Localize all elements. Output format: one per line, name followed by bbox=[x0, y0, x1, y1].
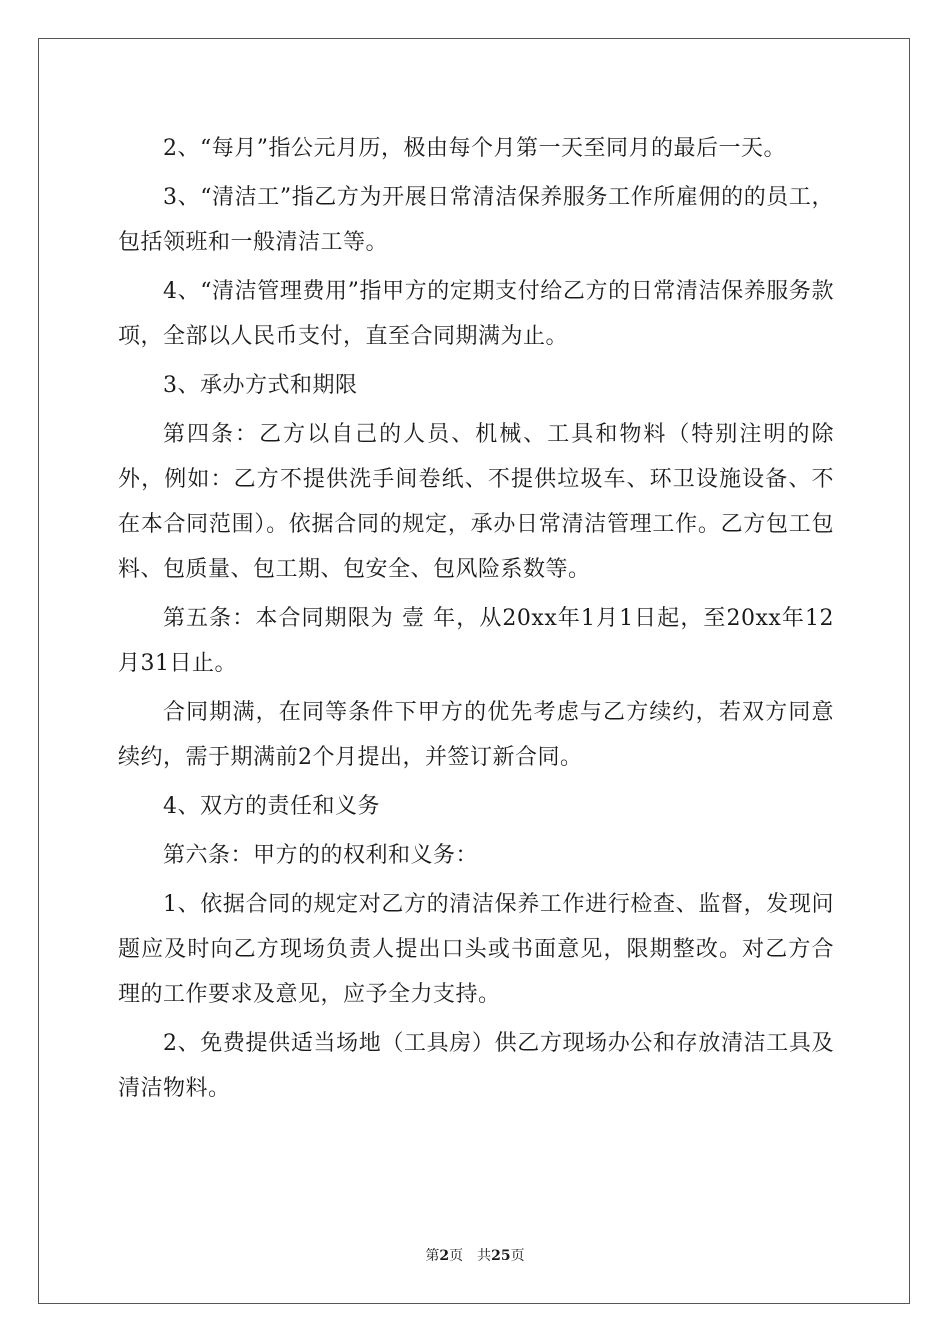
section-heading-4: 4、双方的责任和义务 bbox=[163, 794, 380, 819]
page-total: 25 bbox=[491, 1248, 511, 1264]
page-current: 2 bbox=[439, 1248, 450, 1264]
article-5: 第五条：本合同期限为 壹 年，从20xx年1月1日起，至20xx年12月31日止。 bbox=[118, 606, 834, 676]
document-body bbox=[118, 126, 834, 1111]
page-footer bbox=[0, 1246, 950, 1266]
section-heading-3: 3、承办方式和期限 bbox=[163, 373, 358, 398]
page-suffix: 页 bbox=[449, 1248, 464, 1264]
total-prefix: 共 bbox=[477, 1248, 492, 1264]
article-6-item-2: 2、免费提供适当场地（工具房）供乙方现场办公和存放清洁工具及清洁物料。 bbox=[118, 1031, 834, 1101]
total-suffix: 页 bbox=[510, 1248, 525, 1264]
article-6-item-1: 1、依据合同的规定对乙方的清洁保养工作进行检查、监督，发现问题应及时向乙方现场负责人提出口头或书面意见，限期整改。对乙方合理的工作要求及意见，应予全力支持。 bbox=[118, 892, 834, 1007]
paragraph-1: 2、“每月”指公元月历，极由每个月第一天至同月的最后一天。 bbox=[163, 136, 786, 161]
paragraph-renewal: 合同期满，在同等条件下甲方的优先考虑与乙方续约，若双方同意续约，需于期满前2个月提出，并签订新合同。 bbox=[118, 700, 834, 770]
page-prefix: 第 bbox=[425, 1248, 440, 1264]
article-6: 第六条：甲方的的权利和义务： bbox=[163, 843, 479, 868]
article-4: 第四条：乙方以自己的人员、机械、工具和物料（特别注明的除外，例如：乙方不提供洗手间卷纸、不提供垃圾车、环卫设施设备、不在本合同范围）。依据合同的规定，承办日常清洁管理工作。乙方包工包料、包质量、包工期、包安全、包风险系数等。 bbox=[118, 422, 834, 582]
paragraph-2: 3、“清洁工”指乙方为开展日常清洁保养服务工作所雇佣的的员工，包括领班和一般清洁工等。 bbox=[118, 185, 834, 255]
paragraph-3: 4、“清洁管理费用”指甲方的定期支付给乙方的日常清洁保养服务款项，全部以人民币支付，直至合同期满为止。 bbox=[118, 279, 834, 349]
